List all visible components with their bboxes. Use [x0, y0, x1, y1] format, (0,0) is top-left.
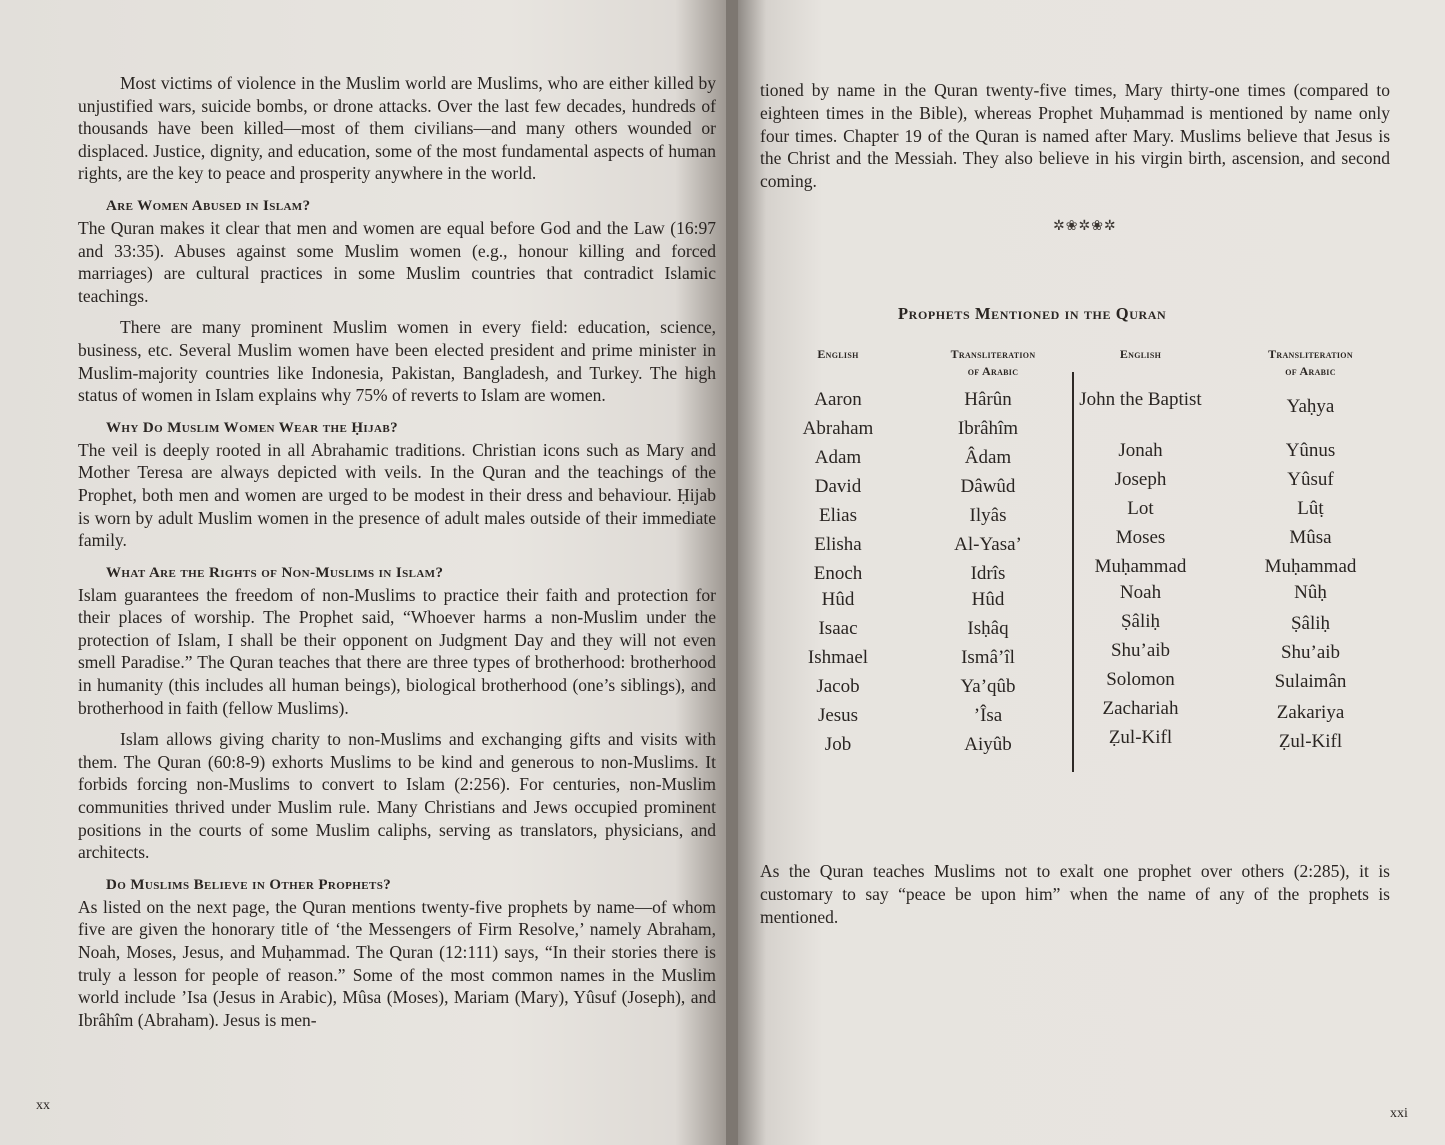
page-number-left: xx: [36, 1098, 50, 1113]
prophet-arabic-b-8: Shu’aib: [1280, 642, 1341, 663]
prophet-english-b-9: Solomon: [1106, 669, 1175, 690]
paragraph-prophets: As listed on the next page, the Quran mentions twenty-five prophets by name—of whom five are given the honorary title of ‘the Messengers of Firm Resolve,’ namely Abraham, Noah, Moses, Jesus, and Muḥammad. The Quran (12:111) says, “In their stories there is truly a lesson for people of reason.” Some of the most common names in the Muslim world include ’Isa (Jesus in Arabic), Mûsa (Moses), Mariam (Mary), Yûsuf (Joseph), and Ibrâhîm (Abraham). Jesus is men-: [78, 896, 716, 1030]
prophet-arabic-9: Ismâ’îl: [961, 647, 1015, 668]
prophet-arabic-b-2: Yûsuf: [1287, 469, 1334, 490]
prophet-english-12: Job: [824, 734, 852, 755]
table-column-divider: [1072, 372, 1074, 772]
prophet-arabic-6: Idrîs: [970, 563, 1006, 584]
prophet-arabic-b-5: Muḥammad: [1264, 556, 1357, 577]
page-number-right: xxi: [1390, 1106, 1408, 1121]
heading-other-prophets: Do Muslims Believe in Other Prophets?: [106, 876, 392, 893]
prophet-english-0: Aaron: [814, 389, 862, 410]
prophet-english-b-3: Lot: [1127, 498, 1154, 519]
prophet-english-11: Jesus: [817, 705, 859, 726]
header-transliteration-1: Transliteration of Arabic: [950, 347, 1036, 378]
prophet-english-9: Ishmael: [807, 647, 869, 668]
prophet-english-7: Hûd: [821, 589, 855, 610]
closing-text: [760, 860, 1390, 929]
prophet-english-8: Isaac: [818, 618, 858, 639]
prophet-english-b-5: Muḥammad: [1094, 556, 1187, 577]
paragraph-prominent-women: There are many prominent Muslim women in every field: education, science, business, etc. Several Muslim women have been elected president and prime minister in Muslim-majority countries like Indonesia, Pakistan, Bangladesh, and Turkey. The high status of women in Islam explains why 75% of reverts to Islam are women.: [78, 317, 716, 406]
prophet-arabic-8: Isḥâq: [967, 618, 1009, 639]
prophet-english-b-10: Zachariah: [1102, 698, 1179, 719]
paragraph-continuation: tioned by name in the Quran twenty-five times, Mary thirty-one times (compared to eighteen times in the Bible), whereas Prophet Muḥammad is mentioned by name only four times. Chapter 19 of the Quran is named after Mary. Muslims believe that Jesus is the Christ and the Messiah. They also believe in his virgin birth, ascension, and second coming.: [760, 80, 1390, 192]
paragraph-peace-be-upon-him: As the Quran teaches Muslims not to exalt one prophet over others (2:285), it is customary to say “peace be upon him” when the name of any of the prophets is mentioned.: [760, 861, 1390, 927]
prophet-arabic-b-1: Yûnus: [1285, 440, 1336, 461]
header-english-2: English: [1119, 347, 1162, 361]
book-gutter: [726, 0, 738, 1145]
paragraph-violence: Most victims of violence in the Muslim world are Muslims, who are either killed by unjustified wars, suicide bombs, or drone attacks. Over the last few decades, hundreds of thousands have been killed—most of them civilians—and many others wounded or displaced. Justice, dignity, and education, some of the most fundamental aspects of human rights, are the key to peace and prosperity anywhere in the world.: [78, 73, 716, 184]
prophet-english-b-7: Ṣâliḥ: [1120, 611, 1161, 632]
prophet-arabic-b-9: Sulaimân: [1274, 671, 1347, 692]
prophet-english-b-2: Joseph: [1114, 469, 1167, 490]
prophet-arabic-b-4: Mûsa: [1289, 527, 1332, 548]
paragraph-charity: Islam allows giving charity to non-Muslims and exchanging gifts and visits with them. The Quran (60:8-9) exhorts Muslims to be kind and generous to non-Muslims. It forbids forcing non-Muslims to convert to Islam (2:256). For centuries, non-Muslim communities thrived under Muslim rule. Many Christians and Jews occupied prominent positions in the courts of some Muslim caliphs, serving as translators, physicians, and architects.: [78, 729, 716, 863]
prophet-english-5: Elisha: [814, 534, 862, 555]
table-title: Prophets Mentioned in the Quran: [898, 304, 1167, 323]
prophet-arabic-3: Dâwûd: [960, 476, 1016, 497]
paragraph-veil: The veil is deeply rooted in all Abrahamic traditions. Christian icons such as Mary and Mother Teresa are always depicted with veils. In the Quran and the teachings of the Prophet, both men and women are urged to be modest in their dress and behaviour. Ḥijab is worn by adult Muslim women in the presence of adult males outside of their immediate family.: [78, 439, 716, 551]
prophet-english-b-11: Ẓul-Kifl: [1108, 727, 1173, 748]
prophet-arabic-1: Ibrâhîm: [957, 418, 1019, 439]
prophet-arabic-12: Aiyûb: [964, 734, 1012, 755]
prophet-english-10: Jacob: [816, 676, 860, 697]
prophet-arabic-10: Ya’qûb: [960, 676, 1016, 697]
prophet-english-b-8: Shu’aib: [1110, 640, 1171, 661]
heading-non-muslim-rights: What Are the Rights of Non-Muslims in Islam?: [106, 564, 444, 581]
prophet-arabic-b-6: Nûḥ: [1294, 582, 1327, 603]
right-page: [738, 0, 1445, 1145]
prophet-english-b-6: Noah: [1119, 582, 1162, 603]
prophet-arabic-11: ’Îsa: [973, 705, 1003, 726]
prophet-arabic-b-3: Lûṭ: [1297, 498, 1324, 519]
heading-hijab: Why Do Muslim Women Wear the Ḥijab?: [106, 419, 398, 436]
heading-women-abused: Are Women Abused in Islam?: [106, 197, 311, 214]
right-text-column: [760, 79, 1390, 193]
prophet-english-b-1: Jonah: [1118, 440, 1163, 461]
prophet-arabic-5: Al-Yasa’: [954, 534, 1022, 555]
prophet-arabic-b-7: Ṣâliḥ: [1290, 613, 1331, 634]
paragraph-freedom: Islam guarantees the freedom of non-Muslims to practice their faith and protection for their places of worship. The Prophet said, “Whoever harms a non-Muslim under the protection of Islam, I shall be their opponent on Judgment Day and they will not even smell Paradise.” The Quran teaches that there are three types of brotherhood: brotherhood in humanity (this includes all human beings), biological brotherhood (one’s siblings), and brotherhood in faith (fellow Muslims).: [78, 584, 716, 718]
prophet-arabic-0: Hârûn: [964, 389, 1012, 410]
prophet-english-3: David: [814, 476, 862, 497]
section-ornament: ✲❀✲❀✲: [1053, 219, 1117, 234]
prophet-arabic-b-0: Yaḥya: [1286, 396, 1335, 417]
prophet-english-2: Adam: [814, 447, 862, 468]
prophet-arabic-4: Ilyâs: [969, 505, 1007, 526]
prophet-english-b-4: Moses: [1115, 527, 1166, 548]
prophet-arabic-b-10: Zakariya: [1276, 702, 1345, 723]
paragraph-women-equal: The Quran makes it clear that men and women are equal before God and the Law (16:97 and 33:35). Abuses against some Muslim women (e.g., honour killing and forced marriages) are cultural practices in some Muslim countries that contradict Islamic teachings.: [78, 217, 716, 306]
prophet-arabic-7: Hûd: [971, 589, 1005, 610]
prophet-arabic-2: Âdam: [964, 447, 1012, 468]
prophet-english-6: Enoch: [813, 563, 863, 584]
prophet-english-b-0: John the Baptist: [1079, 389, 1202, 410]
header-transliteration-2: Transliteration of Arabic: [1268, 347, 1353, 378]
prophet-arabic-b-11: Ẓul-Kifl: [1278, 731, 1343, 752]
left-text-column: [78, 72, 716, 1031]
header-english-1: English: [817, 347, 859, 361]
prophet-english-4: Elias: [819, 505, 857, 526]
prophet-english-1: Abraham: [802, 418, 874, 439]
